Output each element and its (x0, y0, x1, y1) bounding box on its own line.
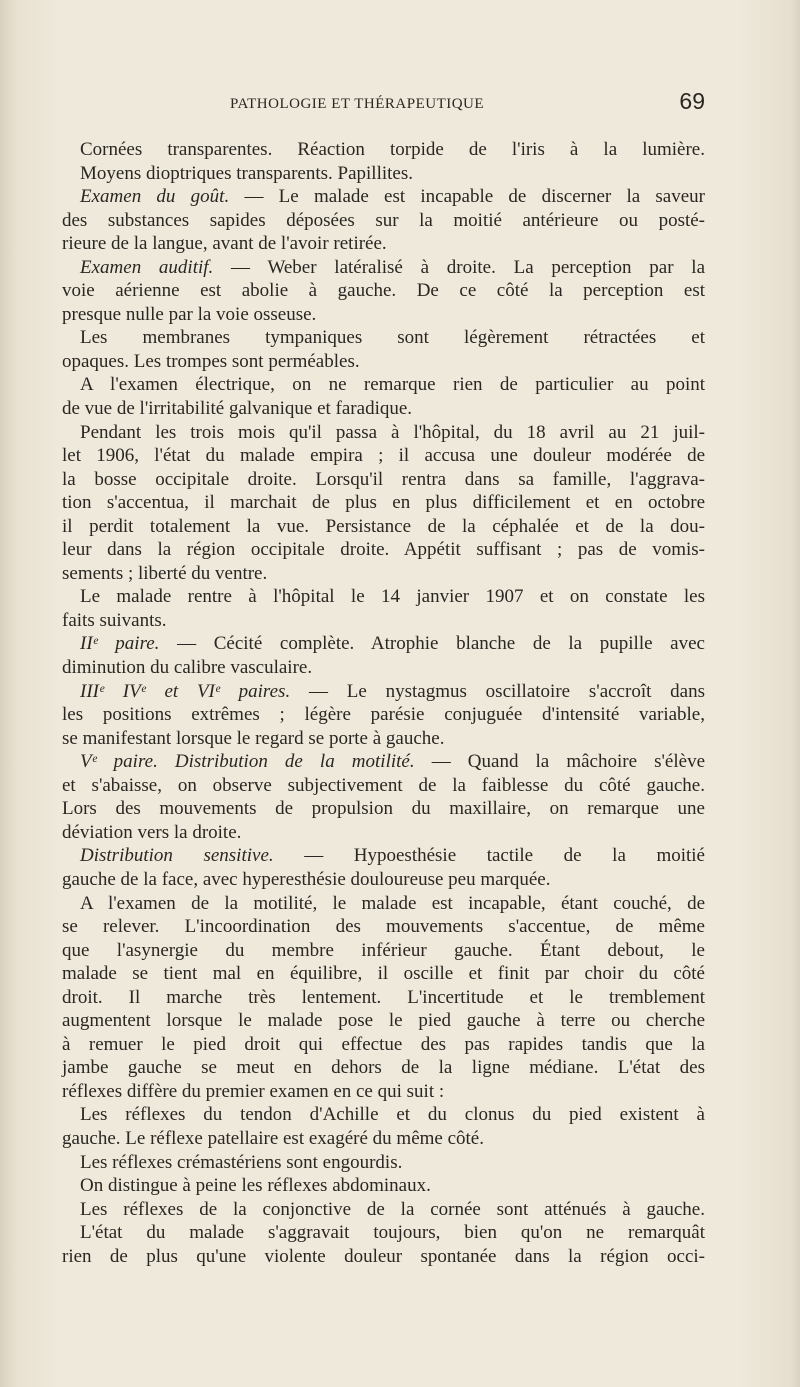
text-segment: Les réflexes du tendon d'Achille et du clonus du pied existent à (80, 1104, 705, 1126)
text-line (62, 279, 705, 303)
text-line (62, 1198, 705, 1222)
text-line (62, 868, 705, 892)
text-line (62, 821, 705, 845)
text-line (62, 1009, 705, 1033)
text-segment: il perdit totalement la vue. Persistance de la céphalée et de la dou- (62, 515, 705, 537)
text-segment: Les membranes tympaniques sont légèrement rétractées et (80, 327, 705, 349)
text-line (62, 373, 705, 397)
italic-heading: Vᵉ paire. Distribution de la motilité. (80, 751, 415, 773)
text-segment: rieure de la langue, avant de l'avoir retirée. (62, 233, 387, 255)
text-line (62, 515, 705, 539)
text-line (62, 939, 705, 963)
text-segment: — Hypoesthésie tactile de la moitié (273, 845, 705, 867)
text-line (62, 656, 705, 680)
text-line (62, 232, 705, 256)
text-segment: malade se tient mal en équilibre, il oscille et finit par choir du côté (62, 963, 705, 985)
text-segment: jambe gauche se meut en dehors de la ligne médiane. L'état des (62, 1057, 705, 1079)
text-segment: gauche. Le réflexe patellaire est exagéré du même côté. (62, 1127, 484, 1149)
text-segment: Moyens dioptriques transparents. Papillites. (80, 162, 413, 184)
text-segment: — Le nystagmus oscillatoire s'accroît dans (290, 680, 705, 702)
text-segment: de vue de l'irritabilité galvanique et faradique. (62, 398, 413, 420)
text-segment: rien de plus qu'une violente douleur spontanée dans la région occi- (62, 1245, 705, 1267)
text-segment: déviation vers la droite. (62, 821, 242, 843)
text-segment: voie aérienne est abolie à gauche. De ce côté la perception est (62, 280, 705, 302)
text-segment: — Le malade est incapable de discerner la saveur (229, 186, 705, 208)
text-line (62, 797, 705, 821)
text-segment: sements ; liberté du ventre. (62, 562, 268, 584)
text-segment: Cornées transparentes. Réaction torpide de l'iris à la lumière. (80, 139, 705, 160)
text-segment: Les réflexes de la conjonctive de la cornée sont atténués à gauche. (80, 1198, 705, 1220)
text-line (62, 468, 705, 492)
text-line (62, 350, 705, 374)
text-line (62, 1151, 705, 1175)
text-line (62, 1245, 705, 1269)
text-segment: la bosse occipitale droite. Lorsqu'il rentra dans sa famille, l'aggrava- (62, 468, 705, 490)
text-segment: droit. Il marche très lentement. L'incertitude et le tremblement (62, 986, 705, 1008)
text-segment: L'état du malade s'aggravait toujours, bien qu'on ne remarquât (80, 1222, 705, 1244)
text-line (62, 915, 705, 939)
text-line (62, 750, 705, 774)
text-segment: — Cécité complète. Atrophie blanche de la pupille avec (159, 633, 705, 655)
text-segment: se manifestant lorsque le regard se porte à gauche. (62, 727, 445, 749)
text-line (62, 491, 705, 515)
text-segment: réflexes diffère du premier examen en ce qui suit : (62, 1080, 445, 1102)
text-line (62, 162, 705, 186)
text-segment: leur dans la région occipitale droite. Appétit suffisant ; pas de vomis- (62, 539, 705, 561)
text-line (62, 1080, 705, 1104)
text-segment: Pendant les trois mois qu'il passa à l'hôpital, du 18 avril au 21 juil- (80, 421, 705, 443)
text-line (62, 256, 705, 280)
text-line (62, 444, 705, 468)
text-segment: Le malade rentre à l'hôpital le 14 janvier 1907 et on constate les (80, 586, 705, 608)
text-segment: que l'asynergie du membre inférieur gauche. Étant debout, le (62, 939, 705, 961)
text-segment: let 1906, l'état du malade empira ; il accusa une douleur modérée de (62, 445, 705, 467)
text-segment: se relever. L'incoordination des mouvements s'accentue, de même (62, 916, 705, 938)
text-line (62, 727, 705, 751)
text-line (62, 562, 705, 586)
text-line (62, 1103, 705, 1127)
text-segment: et s'abaisse, on observe subjectivement de la faiblesse du côté gauche. (62, 774, 705, 796)
italic-heading: Examen auditif. (80, 256, 214, 278)
text-segment: gauche de la face, avec hyperesthésie douloureuse peu marquée. (62, 868, 551, 890)
text-segment: A l'examen de la motilité, le malade est incapable, étant couché, de (80, 892, 705, 914)
text-line (62, 986, 705, 1010)
text-segment: augmentent lorsque le malade pose le pied gauche à terre ou cherche (62, 1010, 705, 1032)
text-segment: tion s'accentua, il marchait de plus en plus difficilement et en octobre (62, 492, 705, 514)
text-line (62, 303, 705, 327)
text-line (62, 185, 705, 209)
text-segment: les positions extrêmes ; légère parésie conjuguée d'intensité variable, (62, 704, 705, 726)
text-line (62, 1221, 705, 1245)
text-line (62, 1174, 705, 1198)
text-segment: faits suivants. (62, 609, 167, 631)
italic-heading: IIIᵉ IVᵉ et VIᵉ paires. (80, 680, 291, 702)
text-line (62, 397, 705, 421)
text-segment: opaques. Les trompes sont perméables. (62, 350, 360, 372)
text-segment: diminution du calibre vasculaire. (62, 657, 313, 679)
text-line (62, 1033, 705, 1057)
text-line (62, 962, 705, 986)
text-segment: Lors des mouvements de propulsion du maxillaire, on remarque une (62, 798, 705, 820)
page-number: 69 (679, 88, 705, 114)
text-line (62, 703, 705, 727)
text-line (62, 774, 705, 798)
page-header (62, 88, 705, 118)
italic-heading: Examen du goût. (80, 186, 230, 208)
text-line (62, 326, 705, 350)
text-segment: A l'examen électrique, on ne remarque rien de particulier au point (80, 374, 705, 396)
text-line (62, 680, 705, 704)
text-line (62, 538, 705, 562)
text-segment: à remuer le pied droit qui effectue des pas rapides tandis que la (62, 1033, 705, 1055)
text-line (62, 138, 705, 162)
text-line (62, 632, 705, 656)
text-line (62, 585, 705, 609)
text-segment: presque nulle par la voie osseuse. (62, 303, 317, 325)
text-segment: des substances sapides déposées sur la moitié antérieure ou posté- (62, 209, 705, 231)
text-segment: Les réflexes crémastériens sont engourdis. (80, 1151, 403, 1173)
body-text (62, 138, 705, 1268)
italic-heading: Distribution sensitive. (80, 845, 274, 867)
text-line (62, 892, 705, 916)
text-segment: — Weber latéralisé à droite. La perception par la (213, 256, 706, 278)
text-segment: — Quand la mâchoire s'élève (414, 751, 706, 773)
text-line (62, 209, 705, 233)
italic-heading: IIᵉ paire. (80, 633, 160, 655)
text-segment: On distingue à peine les réflexes abdominaux. (80, 1175, 431, 1197)
text-line (62, 421, 705, 445)
text-line (62, 1056, 705, 1080)
text-line (62, 609, 705, 633)
text-line (62, 1127, 705, 1151)
running-title: PATHOLOGIE ET THÉRAPEUTIQUE (230, 96, 485, 112)
text-line (62, 844, 705, 868)
